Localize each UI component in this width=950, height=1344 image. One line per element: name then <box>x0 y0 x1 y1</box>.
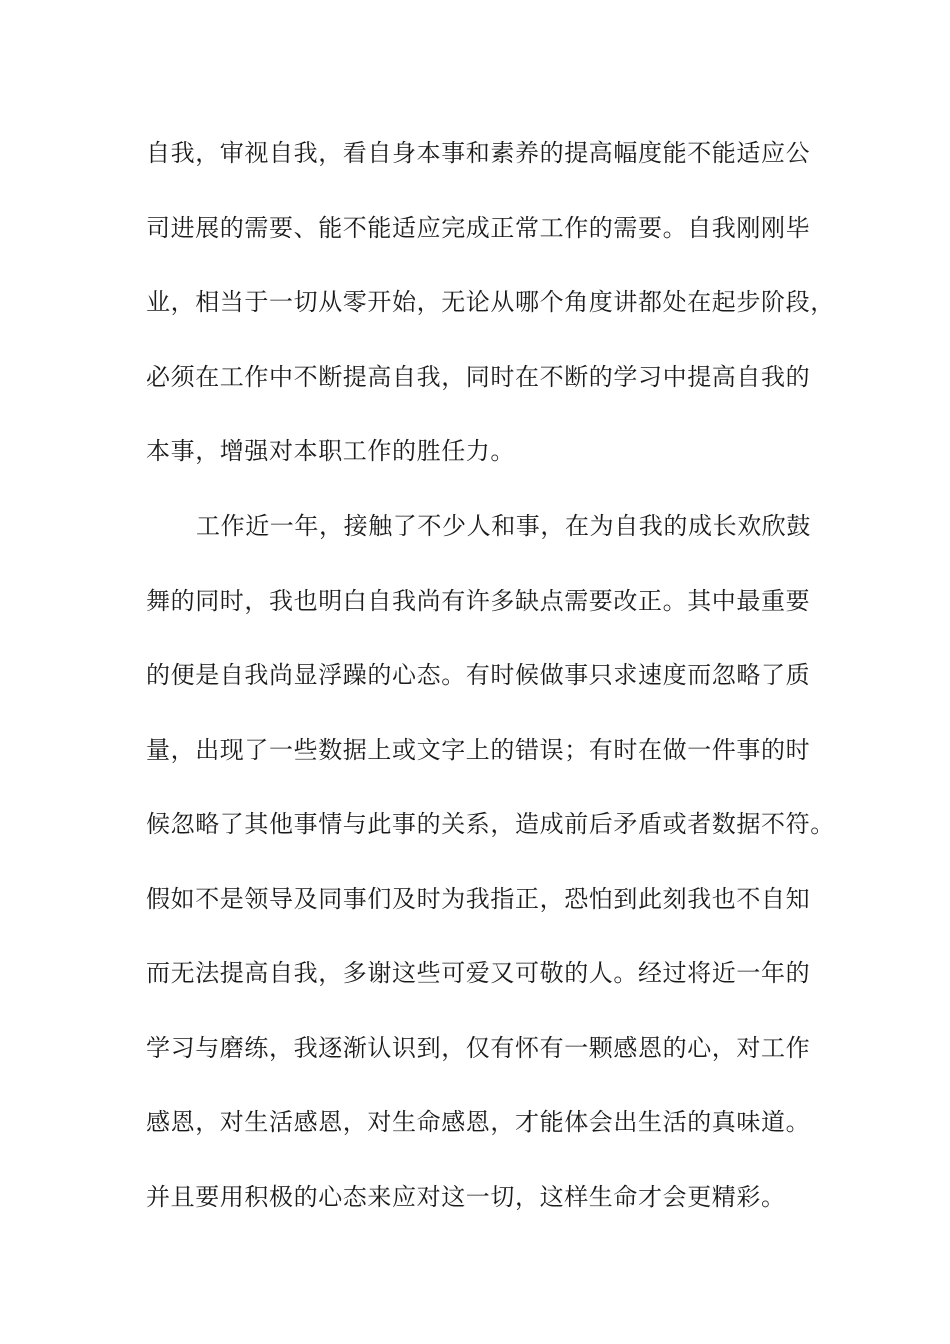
text-line: 的便是自我尚显浮躁的心态。有时候做事只求速度而忽略了质 <box>146 661 811 689</box>
paragraph-first-line: 工作近一年，接触了不少人和事，在为自我的成长欢欣鼓 <box>196 512 811 540</box>
text-line: 业，相当于一切从零开始，无论从哪个角度讲都处在起步阶段， <box>146 288 835 316</box>
text-line: 而无法提高自我，多谢这些可爱又可敬的人。经过将近一年的 <box>146 959 811 987</box>
text-line: 学习与磨练，我逐渐认识到，仅有怀有一颗感恩的心，对工作 <box>146 1034 811 1062</box>
text-line: 司进展的需要、能不能适应完成正常工作的需要。自我刚刚毕 <box>146 214 811 242</box>
text-line: 必须在工作中不断提高自我，同时在不断的学习中提高自我的 <box>146 363 811 391</box>
text-line: 候忽略了其他事情与此事的关系，造成前后矛盾或者数据不符。 <box>146 810 835 838</box>
text-line: 舞的同时，我也明白自我尚有许多缺点需要改正。其中最重要 <box>146 587 811 615</box>
text-line: 并且要用积极的心态来应对这一切，这样生命才会更精彩。 <box>146 1183 786 1211</box>
text-line: 假如不是领导及同事们及时为我指正，恐怕到此刻我也不自知 <box>146 885 811 913</box>
text-line: 自我，审视自我，看自身本事和素养的提高幅度能不能适应公 <box>146 139 811 167</box>
text-line: 感恩，对生活感恩，对生命感恩，才能体会出生活的真味道。 <box>146 1108 811 1136</box>
text-line: 本事，增强对本职工作的胜任力。 <box>146 437 515 465</box>
text-line: 量，出现了一些数据上或文字上的错误；有时在做一件事的时 <box>146 736 811 764</box>
